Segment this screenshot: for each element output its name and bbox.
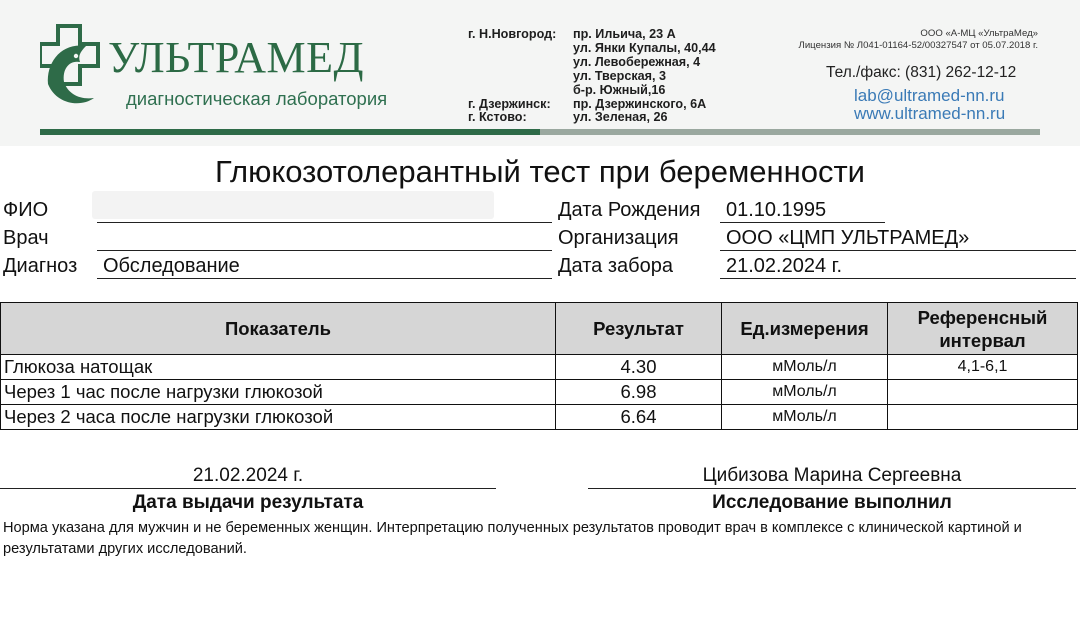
letterhead <box>0 0 1080 146</box>
dolphin-cross-logo-icon <box>40 22 106 110</box>
birth-date-value: 01.10.1995 <box>726 199 827 221</box>
unit-cell: мМоль/л <box>722 380 888 405</box>
sample-date-underline <box>720 278 1076 279</box>
column-header-reference <box>888 303 1078 355</box>
fio-underline <box>97 222 552 223</box>
phone-fax: Тел./факс: (831) 262-12-12 <box>826 64 1017 81</box>
redacted-fio-area <box>92 191 494 219</box>
issue-date-caption: Дата выдачи результата <box>132 492 364 513</box>
address-city-kstovo: г. Кстово: <box>468 110 527 124</box>
fio-label: ФИО <box>3 199 49 221</box>
result-cell: 4.30 <box>556 355 722 380</box>
performer-caption: Исследование выполнил <box>712 492 952 513</box>
diagnosis-underline <box>97 278 552 279</box>
address-city-dzerzhinsk: г. Дзержинск: <box>468 97 551 111</box>
column-header-result: Результат <box>556 303 722 355</box>
logo-name: УЛЬТРАМЕД <box>108 33 364 82</box>
company-name: ООО «А-МЦ «УльтраМед» <box>920 28 1038 39</box>
indicator-cell: Через 1 час после нагрузки глюкозой <box>1 380 556 405</box>
indicator-cell: Через 2 часа после нагрузки глюкозой <box>1 405 556 430</box>
address-street: пр. Ильича, 23 А <box>573 27 676 41</box>
table-header-row <box>1 303 1078 355</box>
doctor-label: Врач <box>3 227 49 249</box>
email-link[interactable]: lab@ultramed-nn.ru <box>854 86 1005 105</box>
document-title: Глюкозотолерантный тест при беременности <box>214 154 866 189</box>
logo-subtitle: диагностическая лаборатория <box>126 88 388 109</box>
issue-date-underline <box>0 488 496 489</box>
address-street: ул. Левобережная, 4 <box>573 55 701 69</box>
results-table <box>0 302 1078 430</box>
result-cell: 6.64 <box>556 405 722 430</box>
organization-label: Организация <box>558 227 679 249</box>
header-divider <box>40 129 540 135</box>
diagnosis-value: Обследование <box>103 255 240 277</box>
table-row <box>1 355 1078 380</box>
column-header-unit: Ед.измерения <box>722 303 888 355</box>
license-text: Лицензия № Л041-01164-52/00327547 от 05.07.2018 г. <box>798 40 1038 51</box>
reference-header-line2: интервал <box>939 329 1026 351</box>
column-header-indicator: Показатель <box>1 303 556 355</box>
organization-value: ООО «ЦМП УЛЬТРАМЕД» <box>726 227 970 249</box>
reference-cell <box>888 405 1078 430</box>
birth-date-underline <box>720 222 885 223</box>
issue-date-value: 21.02.2024 г. <box>192 465 304 486</box>
table-row <box>1 380 1078 405</box>
disclaimer-note: Норма указана для мужчин и не беременных женщин. Интерпретацию полученных результатов проводит врач в комплексе с клинической картиной и результатами других исследований. <box>3 520 1022 557</box>
performer-name: Цибизова Марина Сергеевна <box>702 465 962 486</box>
reference-cell: 4,1-6,1 <box>888 355 1078 380</box>
address-street: ул. Зеленая, 26 <box>573 110 668 124</box>
result-cell: 6.98 <box>556 380 722 405</box>
sample-date-label: Дата забора <box>558 255 673 277</box>
reference-header-line1: Референсный <box>917 306 1048 328</box>
sample-date-value: 21.02.2024 г. <box>726 255 843 277</box>
unit-cell: мМоль/л <box>722 355 888 380</box>
address-street: б-р. Южный,16 <box>573 83 666 97</box>
website-link[interactable]: www.ultramed-nn.ru <box>854 104 1006 123</box>
address-street: пр. Дзержинского, 6А <box>573 97 707 111</box>
birth-date-label: Дата Рождения <box>558 199 701 221</box>
doctor-underline <box>97 250 552 251</box>
unit-cell: мМоль/л <box>722 405 888 430</box>
diagnosis-label: Диагноз <box>3 255 78 277</box>
indicator-cell: Глюкоза натощак <box>1 355 556 380</box>
address-city-nn: г. Н.Новгород: <box>468 27 557 41</box>
address-street: ул. Тверская, 3 <box>573 69 666 83</box>
reference-cell <box>888 380 1078 405</box>
table-row <box>1 405 1078 430</box>
organization-underline <box>720 250 1076 251</box>
header-divider <box>540 129 1040 135</box>
performer-underline <box>588 488 1076 489</box>
address-street: ул. Янки Купалы, 40,44 <box>573 41 716 55</box>
